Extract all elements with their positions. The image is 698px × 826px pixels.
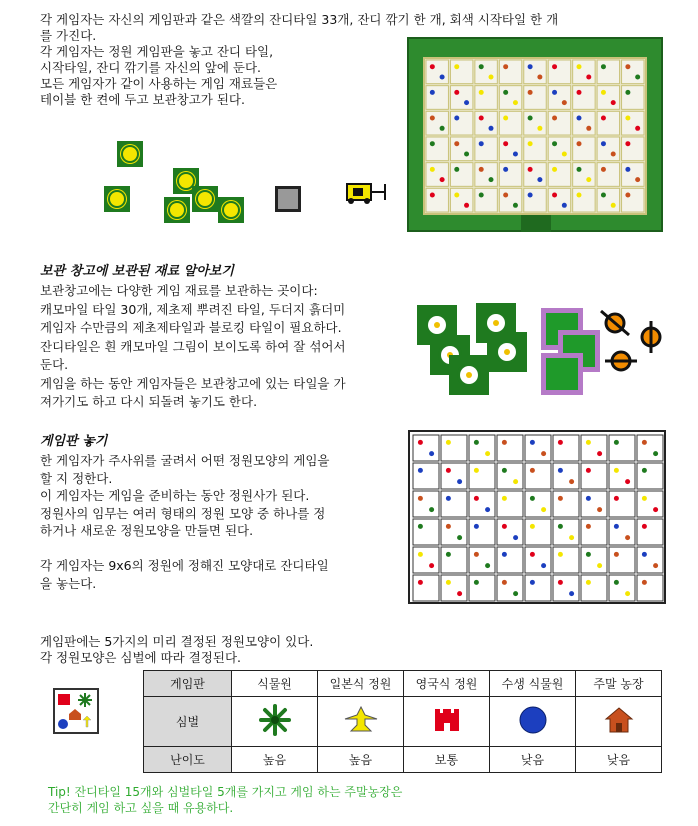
sun-icon (170, 203, 184, 217)
flower-icon (487, 314, 505, 332)
start-tile (275, 186, 301, 212)
symbol-cluster-icon (55, 690, 97, 732)
row-label-symbol: 심벌 (144, 697, 232, 747)
table-row (144, 671, 662, 697)
intro-text: 각 게임자는 자신의 게임판과 같은 색깔의 잔디타일 33개, 잔디 깎기 한 개, 회색 시작타일 한 개 를 가진다. 각 게임자는 정원 게임판을 놓고 잔디 타일, 시작타일, 잔디 깎기를 자신의 앞에 둔다. 모든 게임자가 같이 사용하는 게임 재료들은 테이블 한 켠에 두고 보관창고가 된다. (40, 12, 559, 107)
house-icon (604, 705, 634, 735)
table-row (144, 747, 662, 773)
grass-tile (164, 197, 190, 223)
garden-pattern-board (408, 430, 666, 604)
flower-icon (460, 366, 478, 384)
lawn-mower-icon (345, 180, 389, 204)
difficulty-value: 높음 (318, 747, 404, 773)
flower-icon (498, 343, 516, 361)
sun-icon (123, 147, 137, 161)
difficulty-value: 낮음 (490, 747, 576, 773)
difficulty-value: 보통 (404, 747, 490, 773)
symbol-tile (53, 688, 99, 734)
sun-icon (110, 192, 124, 206)
sun-icon (198, 192, 212, 206)
flower-icon (428, 316, 446, 334)
board-name: 영국식 정원 (404, 671, 490, 697)
board-name: 일본식 정원 (318, 671, 404, 697)
blocking-tile (541, 353, 583, 395)
difficulty-value: 낮음 (576, 747, 662, 773)
chamomile-tile (449, 355, 489, 395)
board-setup-text: 한 게임자가 주사위를 굴려서 어떤 정원모양의 게임을 할 지 정한다. 이 게임자는 게임을 준비하는 동안 정원사가 된다. 정원사의 임무는 여러 형태의 정원 모양 중 하나를 정 하거나 새로운 정원모양을 만들면 된다. 각 게임자는 9x6의 정원에 정해진 모양대로 잔디타일 을 놓는다. (40, 453, 330, 591)
grass-tile (192, 186, 218, 212)
row-label-board: 게임판 (144, 671, 232, 697)
chamomile-tile (487, 332, 527, 372)
difficulty-value: 높음 (232, 747, 318, 773)
table-row (144, 697, 662, 747)
patterns-text: 게임판에는 5가지의 미리 결정된 정원모양이 있다. 각 정원모양은 심벌에 따라 결정된다. (40, 634, 314, 665)
grass-tile (218, 197, 244, 223)
pattern-grid (412, 434, 664, 602)
sun-icon (224, 203, 238, 217)
star-plant-icon (259, 704, 291, 736)
player-board-image (407, 37, 663, 232)
garden-pattern-table (143, 670, 662, 773)
grass-tile (104, 186, 130, 212)
board-setup-heading: 게임판 놓기 (40, 434, 108, 449)
board-name: 식물원 (232, 671, 318, 697)
board-name: 주말 농장 (576, 671, 662, 697)
sun-icon (179, 174, 193, 188)
grass-tile (117, 141, 143, 167)
molehill-icons (597, 305, 677, 385)
mole-icon (601, 311, 629, 335)
storage-text: 보관창고에는 다양한 게임 재료를 보관하는 곳이다: 캐모마일 타일 30개, 제초제 뿌려진 타일, 두더지 흙더미 게임자 수만큼의 제초제타일과 블로킹 타일이 필요하다. 잔디타일은 흰 캐모마일 그림이 보이도록 하여 잘 섞어서 둔다. 게임을 하는 동안 게임자들은 보관창고에 있는 타일을 가 져가기도 하고 다시 되돌려 놓기도 한다. (40, 283, 346, 409)
pond-icon (518, 705, 548, 735)
row-label-difficulty: 난이도 (144, 747, 232, 773)
board-grid (425, 59, 645, 213)
board-name: 수생 식물원 (490, 671, 576, 697)
castle-icon (432, 705, 462, 735)
storage-heading: 보관 창고에 보관된 재료 알아보기 (40, 264, 234, 279)
tip-text: Tip! 잔디타일 15개와 심벌타일 5개를 가지고 게임 하는 주말농장은 간단히 게임 하고 싶을 때 유용하다. (48, 785, 403, 815)
pagoda-icon (343, 705, 379, 735)
